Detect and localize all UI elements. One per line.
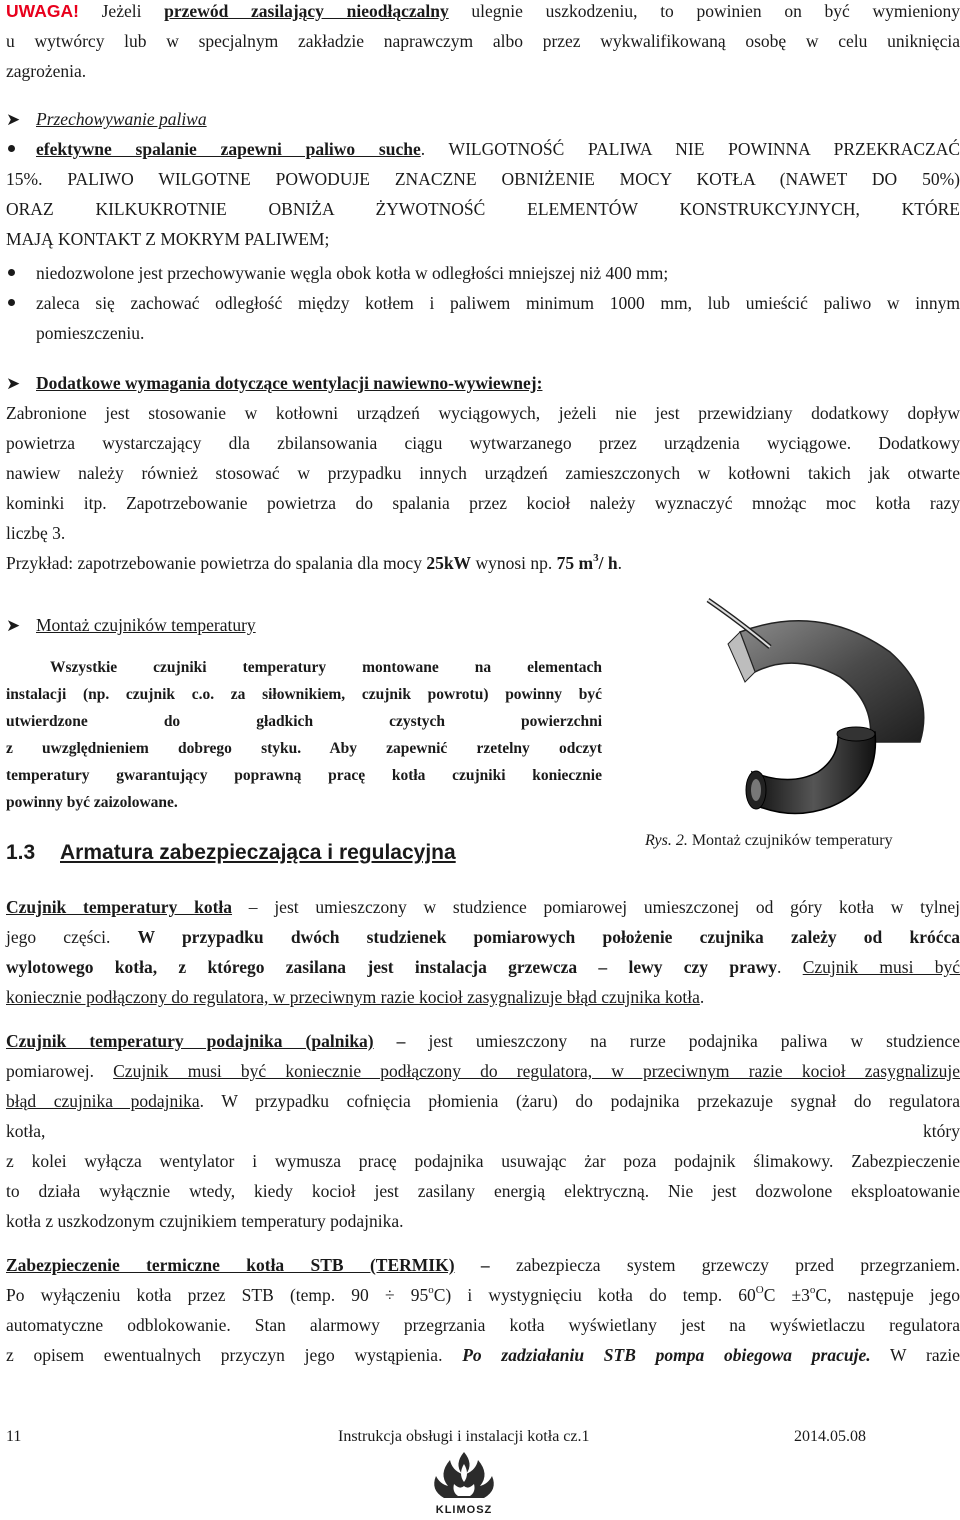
section-title: Armatura zabezpieczająca i regulacyjna (60, 841, 456, 864)
feeder-sensor-paragraph: Czujnik temperatury podajnika (palnika) – jest umieszczony na rurze podajnika paliwa w studzience pomiarowej. Czujnik musi być koniecznie podłączony do regulatora, w przeciwnym razie kocioł zasygnalizuje błąd czujnika podajnika. W przypadku cofnięcia płomienia (żaru) do podajnika przekazuje sygnał do regulatora kotła, który z kolei wyłącza wentylator i wymusza pracę podajnika usuwając żar poza podajnik ślimakowy. Zabezpieczenie to działa wyłącznie wtedy, kiedy kocioł jest zasilany energią elektryczną. Nie jest dozwolone eksploatowanie kotła z uszkodzonym czujnikiem temperatury podajnika. (6, 1031, 960, 1231)
dot-bullet-icon (6, 288, 36, 318)
boiler-sensor-term: Czujnik temperatury kotła (6, 897, 233, 917)
feeder-sensor-term: Czujnik temperatury podajnika (palnika) (6, 1031, 374, 1051)
fuel-storage-heading: ➤ Przechowywanie paliwa (6, 104, 960, 134)
sensors-paragraph: Wszystkie czujniki temperatury montowane na elementach instalacji (np. czujnik c.o. za siłownikiem, czujnik powrotu) powinny być utwierdzone do gładkich czystych powierzchni z uwzględnieniem dobrego styku. Aby zapewnić rzetelny odczyt temperatury gwarantujący poprawną pracę kotła czujniki koniecznie powinny być zaizolowane. (6, 659, 602, 811)
power-cord-term: przewód zasilający nieodłączalny (164, 1, 449, 21)
dot-bullet-icon (6, 134, 36, 164)
arrow-bullet-icon: ➤ (6, 374, 21, 393)
ventilation-heading: ➤ Dodatkowe wymagania dotyczące wentylacji nawiewno-wywiewnej: (6, 368, 960, 398)
section-number: 1.3 (6, 841, 36, 864)
fuel-bullet-3: zaleca się zachować odległość między kotłem i paliwem minimum 1000 mm, lub umieścić paliwo w innym pomieszczeniu. (6, 288, 960, 348)
page-number: 11 (6, 1428, 22, 1445)
stb-paragraph: Zabezpieczenie termiczne kotła STB (TERMIK) – zabezpiecza system grzewczy przed przegrzaniem. Po wyłączeniu kotła przez STB (temp. $90 \div 95^oC$) i wystygnięciu kotła do temp. $60^OC \pm 3^oC$, następuje jego automatyczne odblokowanie. Stan alarmowy przegrzania kotła wyświetlany jest na wyświetlaczu regulatora z opisem ewentualnych przyczyn jego wystąpienia. Po zadziałaniu STB pompa obiegowa pracuje. W razie (6, 1255, 960, 1365)
arrow-bullet-icon: ➤ (6, 616, 21, 635)
fuel-bullet-1-cont: 15%. PALIWO WILGOTNE POWODUJE ZNACZNE OBNIŻENIE MOCY KOTŁA (NAWET DO 50%) ORAZ KILKUKROTNIE OBNIŻA ŻYWOTNOŚĆ ELEMENTÓW KONSTRUKCYJNYCH, KTÓRE MAJĄ KONTAKT Z MOKRYM PALIWEM; (6, 169, 960, 249)
dry-fuel-term: efektywne spalanie zapewni paliwo suche (36, 139, 421, 159)
footer-date: 2014.05.08 (794, 1428, 866, 1445)
sensors-heading: ➤ Montaż czujników temperatury (6, 610, 960, 640)
fuel-bullet-2: niedozwolone jest przechowywanie węgla obok kotła w odległości mniejszej niż 400 mm; (6, 258, 960, 288)
brand-name: KLIMOSZ (435, 1504, 493, 1516)
dot-bullet-icon (6, 258, 36, 288)
fuel-bullet-1: efektywne spalanie zapewni paliwo suche. WILGOTNOŚĆ PALIWA NIE POWINNA PRZEKRACZAĆ (6, 134, 960, 164)
warning-label: UWAGA! (6, 1, 79, 21)
stb-term: Zabezpieczenie termiczne kotła STB (TERMIK) (6, 1255, 455, 1275)
boiler-sensor-paragraph: Czujnik temperatury kotła – jest umieszczony w studzience pomiarowej umieszczonej od góry kotła w tylnej jego części. W przypadku dwóch studzienek pomiarowych położenie czujnika zależy od króćca wylotowego kotła, z którego zasilana jest instalacja grzewcza – lewy czy prawy. Czujnik musi być koniecznie podłączony do regulatora, w przeciwnym razie kocioł zasygnalizuje błąd czujnika kotła. (6, 897, 960, 1007)
insulated-pipe-illustration (700, 592, 950, 827)
ventilation-paragraph: Zabronione jest stosowanie w kotłowni urządzeń wyciągowych, jeżeli nie jest przewidziany dodatkowy dopływ powietrza wystarczający dla zbilansowania ciągu wytwarzanego przez urządzenia wyciągowe. Dodatkowy nawiew należy również stosować w przypadku innych urządzeń zamieszczonych w kotłowni takich jak otwarte kominki itp. Zapotrzebowanie powietrza do spalania przez kocioł należy wyznaczyć mnożąc moc kotła razy liczbę 3. Przykład: zapotrzebowanie powietrza do spalania dla mocy 25kW wynosi np. 75 $m^3/$ h. (6, 398, 960, 578)
sensor-mounting-figure (700, 592, 950, 827)
arrow-bullet-icon: ➤ (6, 110, 21, 129)
warning-paragraph: UWAGA! Jeżeli przewód zasilający nieodłączalny ulegnie uszkodzeniu, to powinien on być wymieniony u wytwórcy lub w specjalnym zakładzie naprawczym albo przez wykwalifikowaną osobę w celu uniknięcia zagrożenia. (6, 1, 960, 81)
footer-doc-title: Instrukcja obsługi i instalacji kotła cz.1 (338, 1428, 590, 1445)
section-heading (6, 838, 456, 868)
air-example: Przykład: zapotrzebowanie powietrza do spalania dla mocy 25kW wynosi np. 75 $m^3/$ h. (6, 552, 622, 573)
figure-caption: Rys. 2. Montaż czujników temperatury (645, 832, 893, 849)
